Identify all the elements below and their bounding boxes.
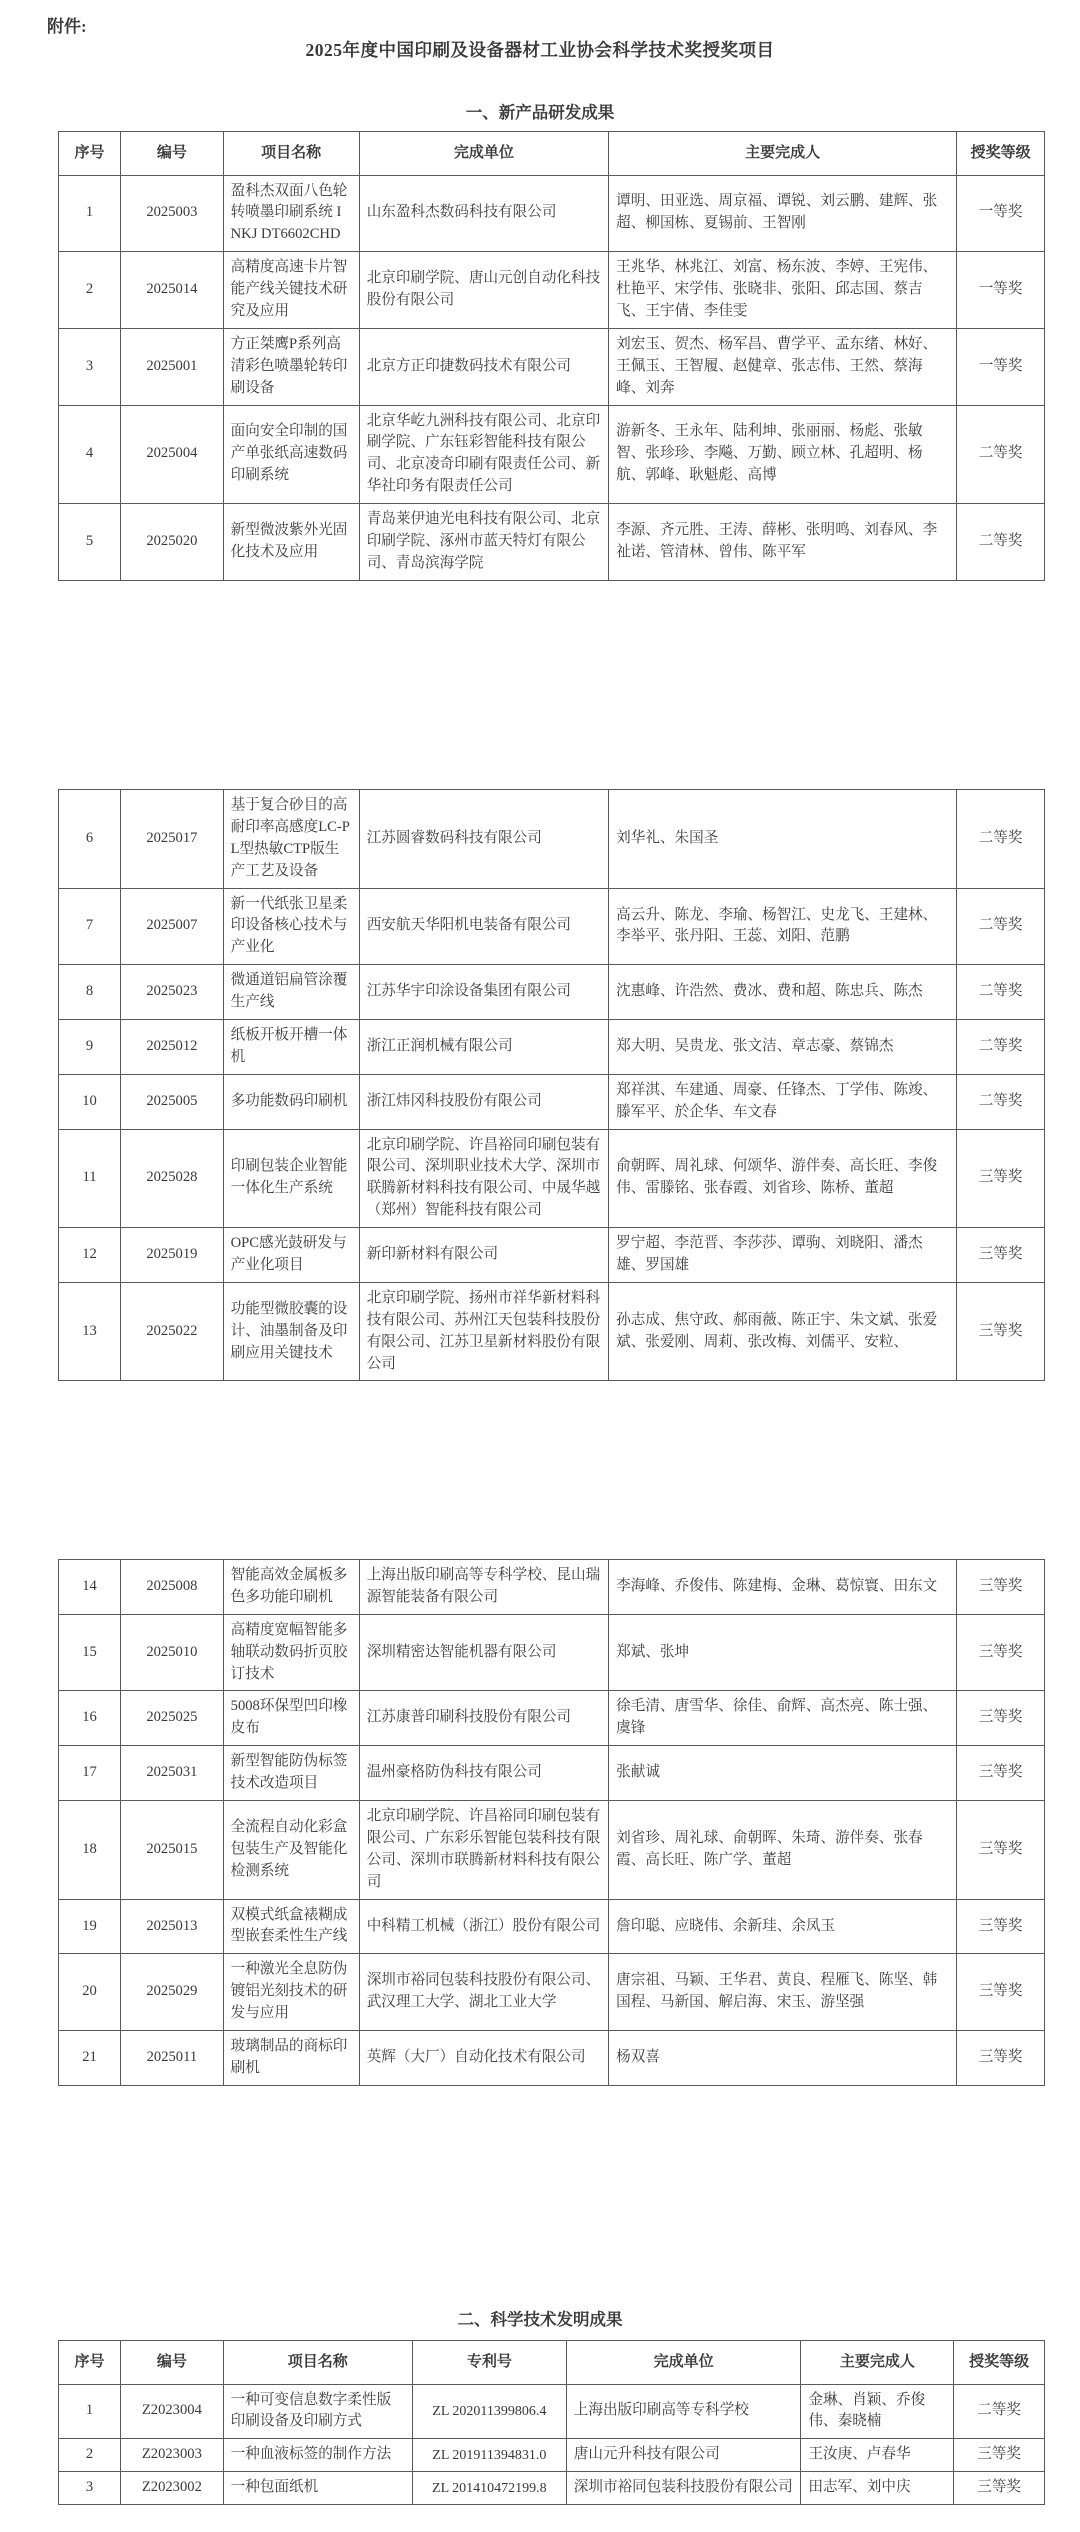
cell-org: 上海出版印刷高等专科学校、昆山瑞源智能装备有限公司 xyxy=(359,1560,608,1615)
cell-org: 深圳市裕同包装科技股份有限公司、武汉理工大学、湖北工业大学 xyxy=(359,1954,608,2031)
cell-no: 7 xyxy=(59,888,121,965)
cell-name: 多功能数码印刷机 xyxy=(223,1074,359,1129)
cell-code: 2025029 xyxy=(121,1954,224,2031)
cell-people: 俞朝晖、周礼球、何颂华、游伴奏、高长旺、李俊伟、雷滕铭、张春霞、刘省珍、陈桥、董超 xyxy=(609,1129,957,1228)
cell-people: 沈惠峰、许浩然、费冰、费和超、陈忠兵、陈杰 xyxy=(609,965,957,1020)
cell-people: 李海峰、乔俊伟、陈建梅、金琳、葛惊寰、田东文 xyxy=(609,1560,957,1615)
cell-code: 2025001 xyxy=(121,328,224,405)
cell-name: 双模式纸盒裱糊成型嵌套柔性生产线 xyxy=(223,1899,359,1954)
table-row xyxy=(59,1954,1045,2031)
cell-award: 二等奖 xyxy=(957,965,1045,1020)
cell-people: 游新冬、王永年、陆利坤、张丽丽、杨彪、张敏智、张珍珍、李飚、万勤、顾立林、孔超明、杨航、郭峰、耿魁彪、高博 xyxy=(609,405,957,504)
column-header: 编号 xyxy=(121,2341,224,2385)
table-row xyxy=(59,405,1045,504)
cell-people: 金琳、肖颖、乔俊伟、秦晓楠 xyxy=(801,2384,954,2439)
cell-name: 纸板开板开槽一体机 xyxy=(223,1020,359,1075)
cell-code: 2025012 xyxy=(121,1020,224,1075)
cell-award: 三等奖 xyxy=(957,1801,1045,1900)
cell-people: 李源、齐元胜、王涛、薛彬、张明鸣、刘春风、李祉诺、管清林、曾伟、陈平军 xyxy=(609,504,957,581)
cell-award: 二等奖 xyxy=(957,405,1045,504)
cell-award: 三等奖 xyxy=(957,1746,1045,1801)
cell-award: 三等奖 xyxy=(957,1129,1045,1228)
cell-org: 温州豪格防伪科技有限公司 xyxy=(359,1746,608,1801)
cell-award: 三等奖 xyxy=(957,2031,1045,2086)
cell-code: 2025025 xyxy=(121,1691,224,1746)
table-header xyxy=(59,132,1045,176)
column-header: 专利号 xyxy=(412,2341,566,2385)
cell-org: 江苏圆睿数码科技有限公司 xyxy=(359,790,608,889)
cell-people: 杨双喜 xyxy=(609,2031,957,2086)
column-header: 完成单位 xyxy=(566,2341,801,2385)
table-row xyxy=(59,2384,1045,2439)
cell-people: 郑斌、张坤 xyxy=(609,1614,957,1691)
cell-name: 功能型微胶囊的设计、油墨制备及印刷应用关键技术 xyxy=(223,1282,359,1381)
cell-name: 玻璃制品的商标印刷机 xyxy=(223,2031,359,2086)
table-row xyxy=(59,1899,1045,1954)
cell-award: 一等奖 xyxy=(957,252,1045,329)
table-body xyxy=(59,1560,1045,2086)
new-product-table-part-3 xyxy=(58,1559,1045,2086)
cell-org: 北京印刷学院、唐山元创自动化科技股份有限公司 xyxy=(359,252,608,329)
cell-name: OPC感光鼓研发与产业化项目 xyxy=(223,1228,359,1283)
cell-no: 16 xyxy=(59,1691,121,1746)
cell-no: 10 xyxy=(59,1074,121,1129)
column-header: 授奖等级 xyxy=(954,2341,1045,2385)
cell-award: 三等奖 xyxy=(954,2472,1045,2505)
column-header: 项目名称 xyxy=(223,132,359,176)
new-product-table-part-2 xyxy=(58,789,1045,1381)
cell-people: 唐宗祖、马颖、王华君、黄良、程雁飞、陈坚、韩国程、马新国、解启海、宋玉、游坚强 xyxy=(609,1954,957,2031)
cell-name: 新型智能防伪标签技术改造项目 xyxy=(223,1746,359,1801)
table-header xyxy=(59,2341,1045,2385)
table-row xyxy=(59,1074,1045,1129)
cell-code: 2025005 xyxy=(121,1074,224,1129)
table-row xyxy=(59,252,1045,329)
cell-award: 一等奖 xyxy=(957,328,1045,405)
cell-org: 北京印刷学院、许昌裕同印刷包装有限公司、广东彩乐智能包装科技有限公司、深圳市联腾新材料科技有限公司 xyxy=(359,1801,608,1900)
cell-org: 北京华屹九洲科技有限公司、北京印刷学院、广东钰彩智能科技有限公司、北京凌奇印刷有限责任公司、新华社印务有限责任公司 xyxy=(359,405,608,504)
table-row xyxy=(59,1801,1045,1900)
table-row xyxy=(59,2031,1045,2086)
column-header: 完成单位 xyxy=(359,132,608,176)
cell-award: 二等奖 xyxy=(957,790,1045,889)
cell-no: 3 xyxy=(59,328,121,405)
cell-code: 2025003 xyxy=(121,175,224,252)
cell-name: 微通道铝扁管涂覆生产线 xyxy=(223,965,359,1020)
cell-no: 1 xyxy=(59,175,121,252)
cell-people: 王兆华、林兆江、刘富、杨东波、李婷、王宪伟、杜艳平、宋学伟、张晓非、张阳、邱志国、蔡吉飞、王宇倩、李佳雯 xyxy=(609,252,957,329)
cell-no: 17 xyxy=(59,1746,121,1801)
cell-org: 浙江正润机械有限公司 xyxy=(359,1020,608,1075)
cell-people: 罗宁超、李范晋、李莎莎、谭驹、刘晓阳、潘杰雄、罗国雄 xyxy=(609,1228,957,1283)
table-row xyxy=(59,1020,1045,1075)
header-row xyxy=(59,2341,1045,2385)
cell-no: 20 xyxy=(59,1954,121,2031)
cell-name: 5008环保型凹印橡皮布 xyxy=(223,1691,359,1746)
table-body xyxy=(59,790,1045,1381)
award-table-continued xyxy=(58,789,1045,1381)
table-row xyxy=(59,790,1045,889)
cell-no: 9 xyxy=(59,1020,121,1075)
cell-code: Z2023003 xyxy=(121,2439,224,2472)
cell-org: 江苏华宇印涂设备集团有限公司 xyxy=(359,965,608,1020)
cell-code: 2025015 xyxy=(121,1801,224,1900)
cell-org: 深圳精密达智能机器有限公司 xyxy=(359,1614,608,1691)
column-header: 序号 xyxy=(59,2341,121,2385)
table-row xyxy=(59,1228,1045,1283)
cell-name: 一种包面纸机 xyxy=(223,2472,412,2505)
table-row xyxy=(59,1691,1045,1746)
cell-name: 一种可变信息数字柔性版印刷设备及印刷方式 xyxy=(223,2384,412,2439)
cell-code: 2025022 xyxy=(121,1282,224,1381)
section-2-title: 二、科学技术发明成果 xyxy=(457,2310,623,2329)
attachment-label: 附件: xyxy=(47,17,87,36)
award-table xyxy=(58,131,1045,581)
cell-code: 2025004 xyxy=(121,405,224,504)
cell-award: 三等奖 xyxy=(957,1954,1045,2031)
new-product-table-part-1 xyxy=(58,131,1045,581)
cell-award: 三等奖 xyxy=(957,1228,1045,1283)
column-header: 序号 xyxy=(59,132,121,176)
column-header: 主要完成人 xyxy=(609,132,957,176)
cell-org: 浙江炜冈科技股份有限公司 xyxy=(359,1074,608,1129)
cell-no: 21 xyxy=(59,2031,121,2086)
cell-no: 6 xyxy=(59,790,121,889)
award-table xyxy=(58,2340,1045,2505)
cell-people: 谭明、田亚选、周京福、谭锐、刘云鹏、建辉、张超、柳国栋、夏锡前、王智刚 xyxy=(609,175,957,252)
cell-code: Z2023002 xyxy=(121,2472,224,2505)
table-row xyxy=(59,175,1045,252)
table-row xyxy=(59,1746,1045,1801)
cell-no: 4 xyxy=(59,405,121,504)
cell-no: 2 xyxy=(59,252,121,329)
cell-no: 2 xyxy=(59,2439,121,2472)
cell-org: 北京印刷学院、扬州市祥华新材料科技有限公司、苏州江天包装科技股份有限公司、江苏卫星新材料股份有限公司 xyxy=(359,1282,608,1381)
cell-no: 18 xyxy=(59,1801,121,1900)
table-row xyxy=(59,1129,1045,1228)
cell-name: 高精度高速卡片智能产线关键技术研究及应用 xyxy=(223,252,359,329)
section-1-title: 一、新产品研发成果 xyxy=(465,103,615,122)
cell-people: 刘宏玉、贺杰、杨军昌、曹学平、孟东绪、林好、王佩玉、王智履、赵健章、张志伟、王然、蔡海峰、刘奔 xyxy=(609,328,957,405)
cell-no: 14 xyxy=(59,1560,121,1615)
cell-code: 2025019 xyxy=(121,1228,224,1283)
cell-name: 智能高效金属板多色多功能印刷机 xyxy=(223,1560,359,1615)
table-body xyxy=(59,175,1045,580)
cell-no: 3 xyxy=(59,2472,121,2505)
cell-org: 北京印刷学院、许昌裕同印刷包装有限公司、深圳职业技术大学、深圳市联腾新材料科技有限公司、中晟华越（郑州）智能科技有限公司 xyxy=(359,1129,608,1228)
column-header: 编号 xyxy=(121,132,224,176)
table-row xyxy=(59,1560,1045,1615)
cell-code: 2025028 xyxy=(121,1129,224,1228)
cell-people: 田志军、刘中庆 xyxy=(801,2472,954,2505)
table-row xyxy=(59,965,1045,1020)
cell-org: 中科精工机械（浙江）股份有限公司 xyxy=(359,1899,608,1954)
cell-award: 二等奖 xyxy=(957,1074,1045,1129)
cell-people: 郑大明、吴贵龙、张文洁、章志豪、蔡锦杰 xyxy=(609,1020,957,1075)
column-header: 授奖等级 xyxy=(957,132,1045,176)
cell-code: 2025031 xyxy=(121,1746,224,1801)
cell-code: 2025013 xyxy=(121,1899,224,1954)
cell-award: 三等奖 xyxy=(957,1899,1045,1954)
cell-code: 2025010 xyxy=(121,1614,224,1691)
cell-org: 江苏康普印刷科技股份有限公司 xyxy=(359,1691,608,1746)
cell-org: 唐山元升科技有限公司 xyxy=(566,2439,801,2472)
cell-people: 张献诚 xyxy=(609,1746,957,1801)
table-row xyxy=(59,1614,1045,1691)
cell-award: 二等奖 xyxy=(957,504,1045,581)
cell-patent: ZL 202011399806.4 xyxy=(412,2384,566,2439)
award-table-continued xyxy=(58,1559,1045,2086)
cell-no: 5 xyxy=(59,504,121,581)
cell-no: 11 xyxy=(59,1129,121,1228)
cell-code: Z2023004 xyxy=(121,2384,224,2439)
cell-no: 12 xyxy=(59,1228,121,1283)
cell-org: 英辉（大厂）自动化技术有限公司 xyxy=(359,2031,608,2086)
cell-name: 印刷包装企业智能一体化生产系统 xyxy=(223,1129,359,1228)
cell-name: 全流程自动化彩盒包装生产及智能化检测系统 xyxy=(223,1801,359,1900)
cell-no: 15 xyxy=(59,1614,121,1691)
table-row xyxy=(59,2439,1045,2472)
table-row xyxy=(59,1282,1045,1381)
cell-name: 面向安全印制的国产单张纸高速数码印刷系统 xyxy=(223,405,359,504)
cell-name: 基于复合砂目的高耐印率高感度LC-PL型热敏CTP版生产工艺及设备 xyxy=(223,790,359,889)
header-row xyxy=(59,132,1045,176)
cell-name: 方正桀鹰P系列高清彩色喷墨轮转印刷设备 xyxy=(223,328,359,405)
cell-code: 2025011 xyxy=(121,2031,224,2086)
column-header: 主要完成人 xyxy=(801,2341,954,2385)
cell-award: 三等奖 xyxy=(957,1560,1045,1615)
table-row xyxy=(59,888,1045,965)
invention-table xyxy=(58,2340,1045,2505)
cell-award: 一等奖 xyxy=(957,175,1045,252)
cell-name: 新型微波紫外光固化技术及应用 xyxy=(223,504,359,581)
cell-people: 高云升、陈龙、李瑜、杨智江、史龙飞、王建林、李举平、张丹阳、王蕊、刘阳、范鹏 xyxy=(609,888,957,965)
table-row xyxy=(59,504,1045,581)
cell-award: 二等奖 xyxy=(957,888,1045,965)
cell-org: 西安航天华阳机电装备有限公司 xyxy=(359,888,608,965)
cell-no: 13 xyxy=(59,1282,121,1381)
document-title: 2025年度中国印刷及设备器材工业协会科学技术奖授奖项目 xyxy=(305,40,775,60)
cell-award: 二等奖 xyxy=(954,2384,1045,2439)
cell-org: 深圳市裕同包装科技股份有限公司 xyxy=(566,2472,801,2505)
column-header: 项目名称 xyxy=(223,2341,412,2385)
cell-no: 8 xyxy=(59,965,121,1020)
cell-people: 郑祥淇、车建通、周豪、任锋杰、丁学伟、陈竣、滕军平、於企华、车文春 xyxy=(609,1074,957,1129)
cell-code: 2025017 xyxy=(121,790,224,889)
cell-patent: ZL 201911394831.0 xyxy=(412,2439,566,2472)
cell-code: 2025007 xyxy=(121,888,224,965)
cell-award: 三等奖 xyxy=(957,1691,1045,1746)
cell-no: 19 xyxy=(59,1899,121,1954)
cell-org: 新印新材料有限公司 xyxy=(359,1228,608,1283)
table-row xyxy=(59,2472,1045,2505)
cell-org: 北京方正印捷数码技术有限公司 xyxy=(359,328,608,405)
cell-code: 2025014 xyxy=(121,252,224,329)
cell-name: 新一代纸张卫星柔印设备核心技术与产业化 xyxy=(223,888,359,965)
cell-org: 上海出版印刷高等专科学校 xyxy=(566,2384,801,2439)
cell-award: 三等奖 xyxy=(954,2439,1045,2472)
cell-award: 三等奖 xyxy=(957,1614,1045,1691)
cell-people: 徐毛清、唐雪华、徐佳、俞辉、高杰亮、陈士强、虞锋 xyxy=(609,1691,957,1746)
cell-code: 2025008 xyxy=(121,1560,224,1615)
table-row xyxy=(59,328,1045,405)
table-body xyxy=(59,2384,1045,2505)
cell-name: 盈科杰双面八色轮转喷墨印刷系统 INKJ DT6602CHD xyxy=(223,175,359,252)
cell-award: 二等奖 xyxy=(957,1020,1045,1075)
cell-patent: ZL 201410472199.8 xyxy=(412,2472,566,2505)
cell-people: 詹印聪、应晓伟、余新珪、余凤玉 xyxy=(609,1899,957,1954)
cell-name: 高精度宽幅智能多轴联动数码折页胶订技术 xyxy=(223,1614,359,1691)
cell-name: 一种血液标签的制作方法 xyxy=(223,2439,412,2472)
cell-award: 三等奖 xyxy=(957,1282,1045,1381)
cell-code: 2025020 xyxy=(121,504,224,581)
cell-code: 2025023 xyxy=(121,965,224,1020)
cell-no: 1 xyxy=(59,2384,121,2439)
cell-people: 刘省珍、周礼球、俞朝晖、朱琦、游伴奏、张春霞、高长旺、陈广学、董超 xyxy=(609,1801,957,1900)
cell-org: 青岛莱伊迪光电科技有限公司、北京印刷学院、涿州市蓝天特灯有限公司、青岛滨海学院 xyxy=(359,504,608,581)
cell-people: 孙志成、焦守政、郝雨薇、陈正宇、朱文斌、张爱斌、张爱刚、周莉、张改梅、刘儒平、安粒、 xyxy=(609,1282,957,1381)
cell-people: 刘华礼、朱国圣 xyxy=(609,790,957,889)
cell-org: 山东盈科杰数码科技有限公司 xyxy=(359,175,608,252)
cell-name: 一种激光全息防伪镀铝光刻技术的研发与应用 xyxy=(223,1954,359,2031)
cell-people: 王汝庚、卢春华 xyxy=(801,2439,954,2472)
